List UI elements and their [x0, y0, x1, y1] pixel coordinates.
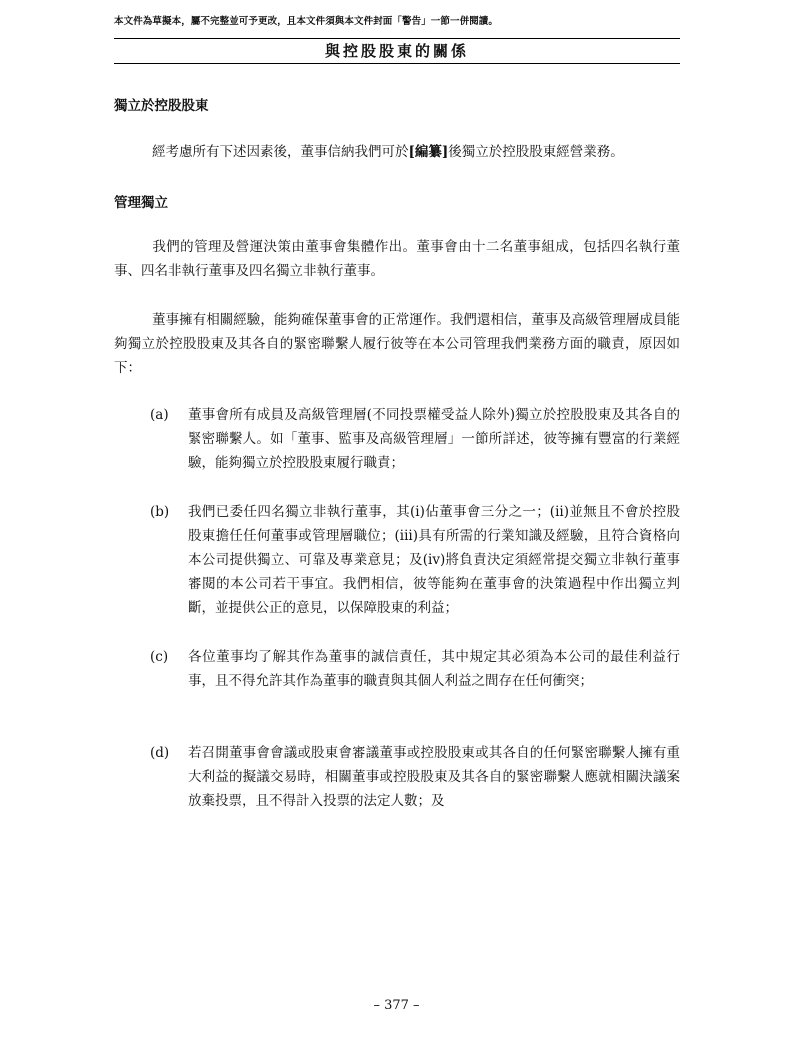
list-item-text: 各位董事均了解其作為董事的誠信責任，其中規定其必須為本公司的最佳利益行事，且不得允許其作為董事的職責與其個人利益之間存在任何衝突； [188, 649, 680, 689]
section-heading-independence: 獨立於控股股東 [114, 98, 209, 114]
list-item-text: 董事會所有成員及高級管理層(不同投票權受益人除外)獨立於控股股東及其各自的緊密聯繫人。如「董事、監事及高級管理層」一節所詳述，彼等擁有豐富的行業經驗，能夠獨立於控股股東履行職責； [188, 407, 680, 471]
management-paragraph-1-text: 我們的管理及營運決策由董事會集體作出。董事會由十二名董事組成，包括四名執行董事、四名非執行董事及四名獨立非執行董事。 [114, 239, 680, 279]
page-number: – 377 – [373, 998, 420, 1013]
list-item-text: 我們已委任四名獨立非執行董事，其(i)佔董事會三分之一；(ii)並無且不會於控股股東擔任任何董事或管理層職位；(iii)具有所需的行業知識及經驗，且符合資格向本公司提供獨立、可靠及專業意見；及(iv)將負責決定須經常提交獨立非執行董事審閱的本公司若干事宜。我們相信，彼等能夠在董事會的決策過程中作出獨立判斷，並提供公正的意見，以保障股東的利益； [188, 504, 680, 616]
section-heading-management: 管理獨立 [114, 195, 168, 211]
list-item-c [150, 645, 680, 693]
list-item-b [150, 500, 680, 620]
header-bottom-rule [114, 63, 680, 64]
management-paragraph-2 [114, 308, 680, 380]
list-item-label: (a) [150, 407, 169, 423]
management-paragraph-2-text: 董事擁有相關經驗，能夠確保董事會的正常運作。我們還相信，董事及高級管理層成員能夠獨立於控股股東及其各自的緊密聯繫人履行彼等在本公司管理我們業務方面的職責，原因如下： [114, 312, 680, 376]
list-item-label: (d) [150, 745, 170, 761]
list-item-label: (b) [150, 504, 170, 520]
list-item-text: 若召開董事會會議或股東會審議董事或控股股東或其各自的任何緊密聯繫人擁有重大利益的擬議交易時，相關董事或控股股東及其各自的緊密聯繫人應就相關決議案放棄投票，且不得計入投票的法定人數；及 [188, 745, 680, 809]
list-item-d [150, 741, 680, 813]
independence-text-after: 後獨立於控股股東經營業務。 [448, 144, 624, 160]
chapter-title: 與控股股東的關係 [324, 42, 469, 60]
list-item-label: (c) [150, 649, 169, 665]
list-item-a [150, 403, 680, 475]
header-top-rule [114, 38, 680, 39]
management-paragraph-1 [114, 235, 680, 283]
redacted-marker: [編纂] [408, 144, 449, 160]
independence-text-before: 經考慮所有下述因素後，董事信納我們可於 [152, 144, 409, 160]
independence-paragraph [114, 140, 680, 164]
draft-warning-notice: 本文件為草擬本，屬不完整並可予更改，且本文件須與本文件封面「警告」一節一併閱讀。 [114, 16, 499, 27]
